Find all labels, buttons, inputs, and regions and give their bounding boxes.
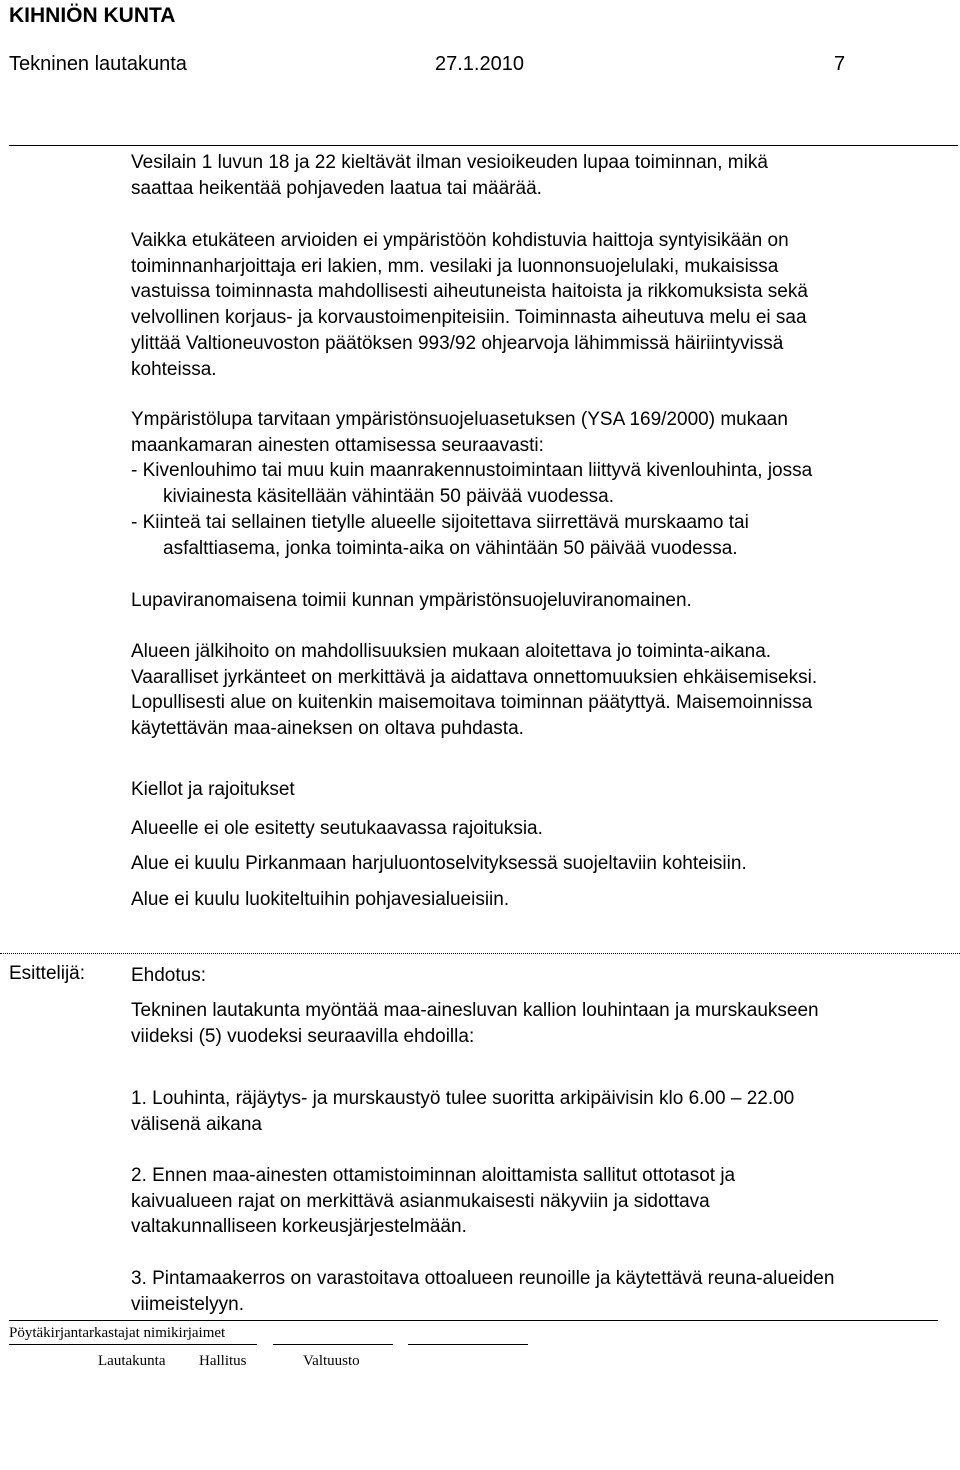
board-name: Tekninen lautakunta bbox=[9, 53, 187, 75]
section-divider bbox=[0, 953, 960, 954]
page-number: 7 bbox=[834, 53, 846, 75]
paragraph-aftercare: Alueen jälkihoito on mahdollisuuksien mukaan aloitettava jo toiminta-aikana. Vaaralliset jyrkänteet on merkittävä ja aidattava onnettomuuksien ehkäisemiseksi. Lopullisesti alue on kuitenkin maisemoitava toiminnan päätyttyä. Maisemoinnissa käytettävän maa-aineksen on oltava puhdasta. bbox=[131, 641, 818, 740]
list-item: - Kiinteä tai sellainen tietylle alueelle sijoitettava siirrettävä murskaamo tai asfalttiasema, jonka toiminta-aika on vähintään 50 päivää vuodessa. bbox=[131, 511, 749, 559]
paragraph-water-law: Vesilain 1 luvun 18 ja 22 kieltävät ilman vesioikeuden lupaa toiminnan, mikä saattaa heikentää pohjaveden laatua tai määrää. bbox=[131, 152, 768, 199]
header-divider bbox=[9, 145, 958, 146]
condition-2: 2. Ennen maa-ainesten ottamistoiminnan aloittamista sallitut ottotasot ja kaivualueen rajat on merkittävä asianmukaisesti näkyviin ja sidottava valtakunnalliseen korkeusjärjestelmään. bbox=[131, 1165, 736, 1238]
signature-body-hallitus: Hallitus bbox=[199, 1353, 247, 1369]
proposal-intro: Tekninen lautakunta myöntää maa-ainesluvan kallion louhintaan ja murskaukseen viideksi (5) vuodeksi seuraavilla ehdoilla: bbox=[131, 1000, 819, 1047]
signature-label: Pöytäkirjantarkastajat nimikirjaimet bbox=[9, 1325, 226, 1341]
condition-3: 3. Pintamaakerros on varastoitava ottoalueen reunoille ja käytettävä reuna-alueiden viimeistelyyn. bbox=[131, 1268, 835, 1315]
paragraph-liability: Vaikka etukäteen arvioiden ei ympäristöön kohdistuvia haittoja syntyisikään on toiminnanharjoittaja eri lakien, mm. vesilaki ja luonnonsuojelulaki, mukaisissa vastuissa toiminnasta mahdollisesti aiheutuneista haitoista ja rikkomuksista sekä velvollinen korjaus- ja korvaustoimenpiteisiin. Toiminnasta aiheutuva melu ei saa ylittää Valtioneuvoston päätöksen 993/92 ohjearvoja lähimmissä häiriintyvissä kohteissa. bbox=[131, 230, 808, 380]
section-heading: Kiellot ja rajoitukset bbox=[131, 779, 295, 800]
footer-divider bbox=[9, 1320, 938, 1321]
restriction-line: Alue ei kuulu luokiteltuihin pohjavesialueisiin. bbox=[131, 889, 510, 910]
paragraph-authority: Lupaviranomaisena toimii kunnan ympäristönsuojeluviranomainen. bbox=[131, 590, 692, 611]
signature-line bbox=[408, 1344, 528, 1345]
meeting-date: 27.1.2010 bbox=[435, 53, 524, 75]
signature-line bbox=[9, 1344, 257, 1345]
paragraph-environmental-permit: Ympäristölupa tarvitaan ympäristönsuojeluasetuksen (YSA 169/2000) mukaan maankamaran ainesten ottamisessa seuraavasti: - Kivenlouhimo tai muu kuin maanrakennustoimintaan liittyvä kivenlouhinta, jossa kiviainesta käsitellään vähintään 50 päivää vuodessa. - Kiinteä tai sellainen tietylle alueelle sijoitettava siirrettävä murskaamo tai asfalttiasema, jonka toiminta-aika on vähintään 50 päivää vuodessa. bbox=[131, 407, 960, 561]
signature-body-lautakunta: Lautakunta bbox=[98, 1353, 166, 1369]
proposal-title: Ehdotus: bbox=[131, 965, 206, 986]
list-item: - Kivenlouhimo tai muu kuin maanrakennustoimintaan liittyvä kivenlouhinta, jossa kiviainesta käsitellään vähintään 50 päivää vuodessa. bbox=[131, 460, 813, 508]
condition-1: 1. Louhinta, räjäytys- ja murskaustyö tulee suoritta arkipäivisin klo 6.00 – 22.00 välisenä aikana bbox=[131, 1088, 795, 1135]
organization-name: KIHNIÖN KUNTA bbox=[9, 4, 176, 27]
restriction-line: Alueelle ei ole esitetty seutukaavassa rajoituksia. bbox=[131, 818, 543, 839]
presenter-label: Esittelijä: bbox=[9, 963, 86, 984]
signature-body-valtuusto: Valtuusto bbox=[303, 1353, 360, 1369]
signature-line bbox=[273, 1344, 393, 1345]
restriction-line: Alue ei kuulu Pirkanmaan harjuluontoselvityksessä suojeltaviin kohteisiin. bbox=[131, 853, 747, 874]
